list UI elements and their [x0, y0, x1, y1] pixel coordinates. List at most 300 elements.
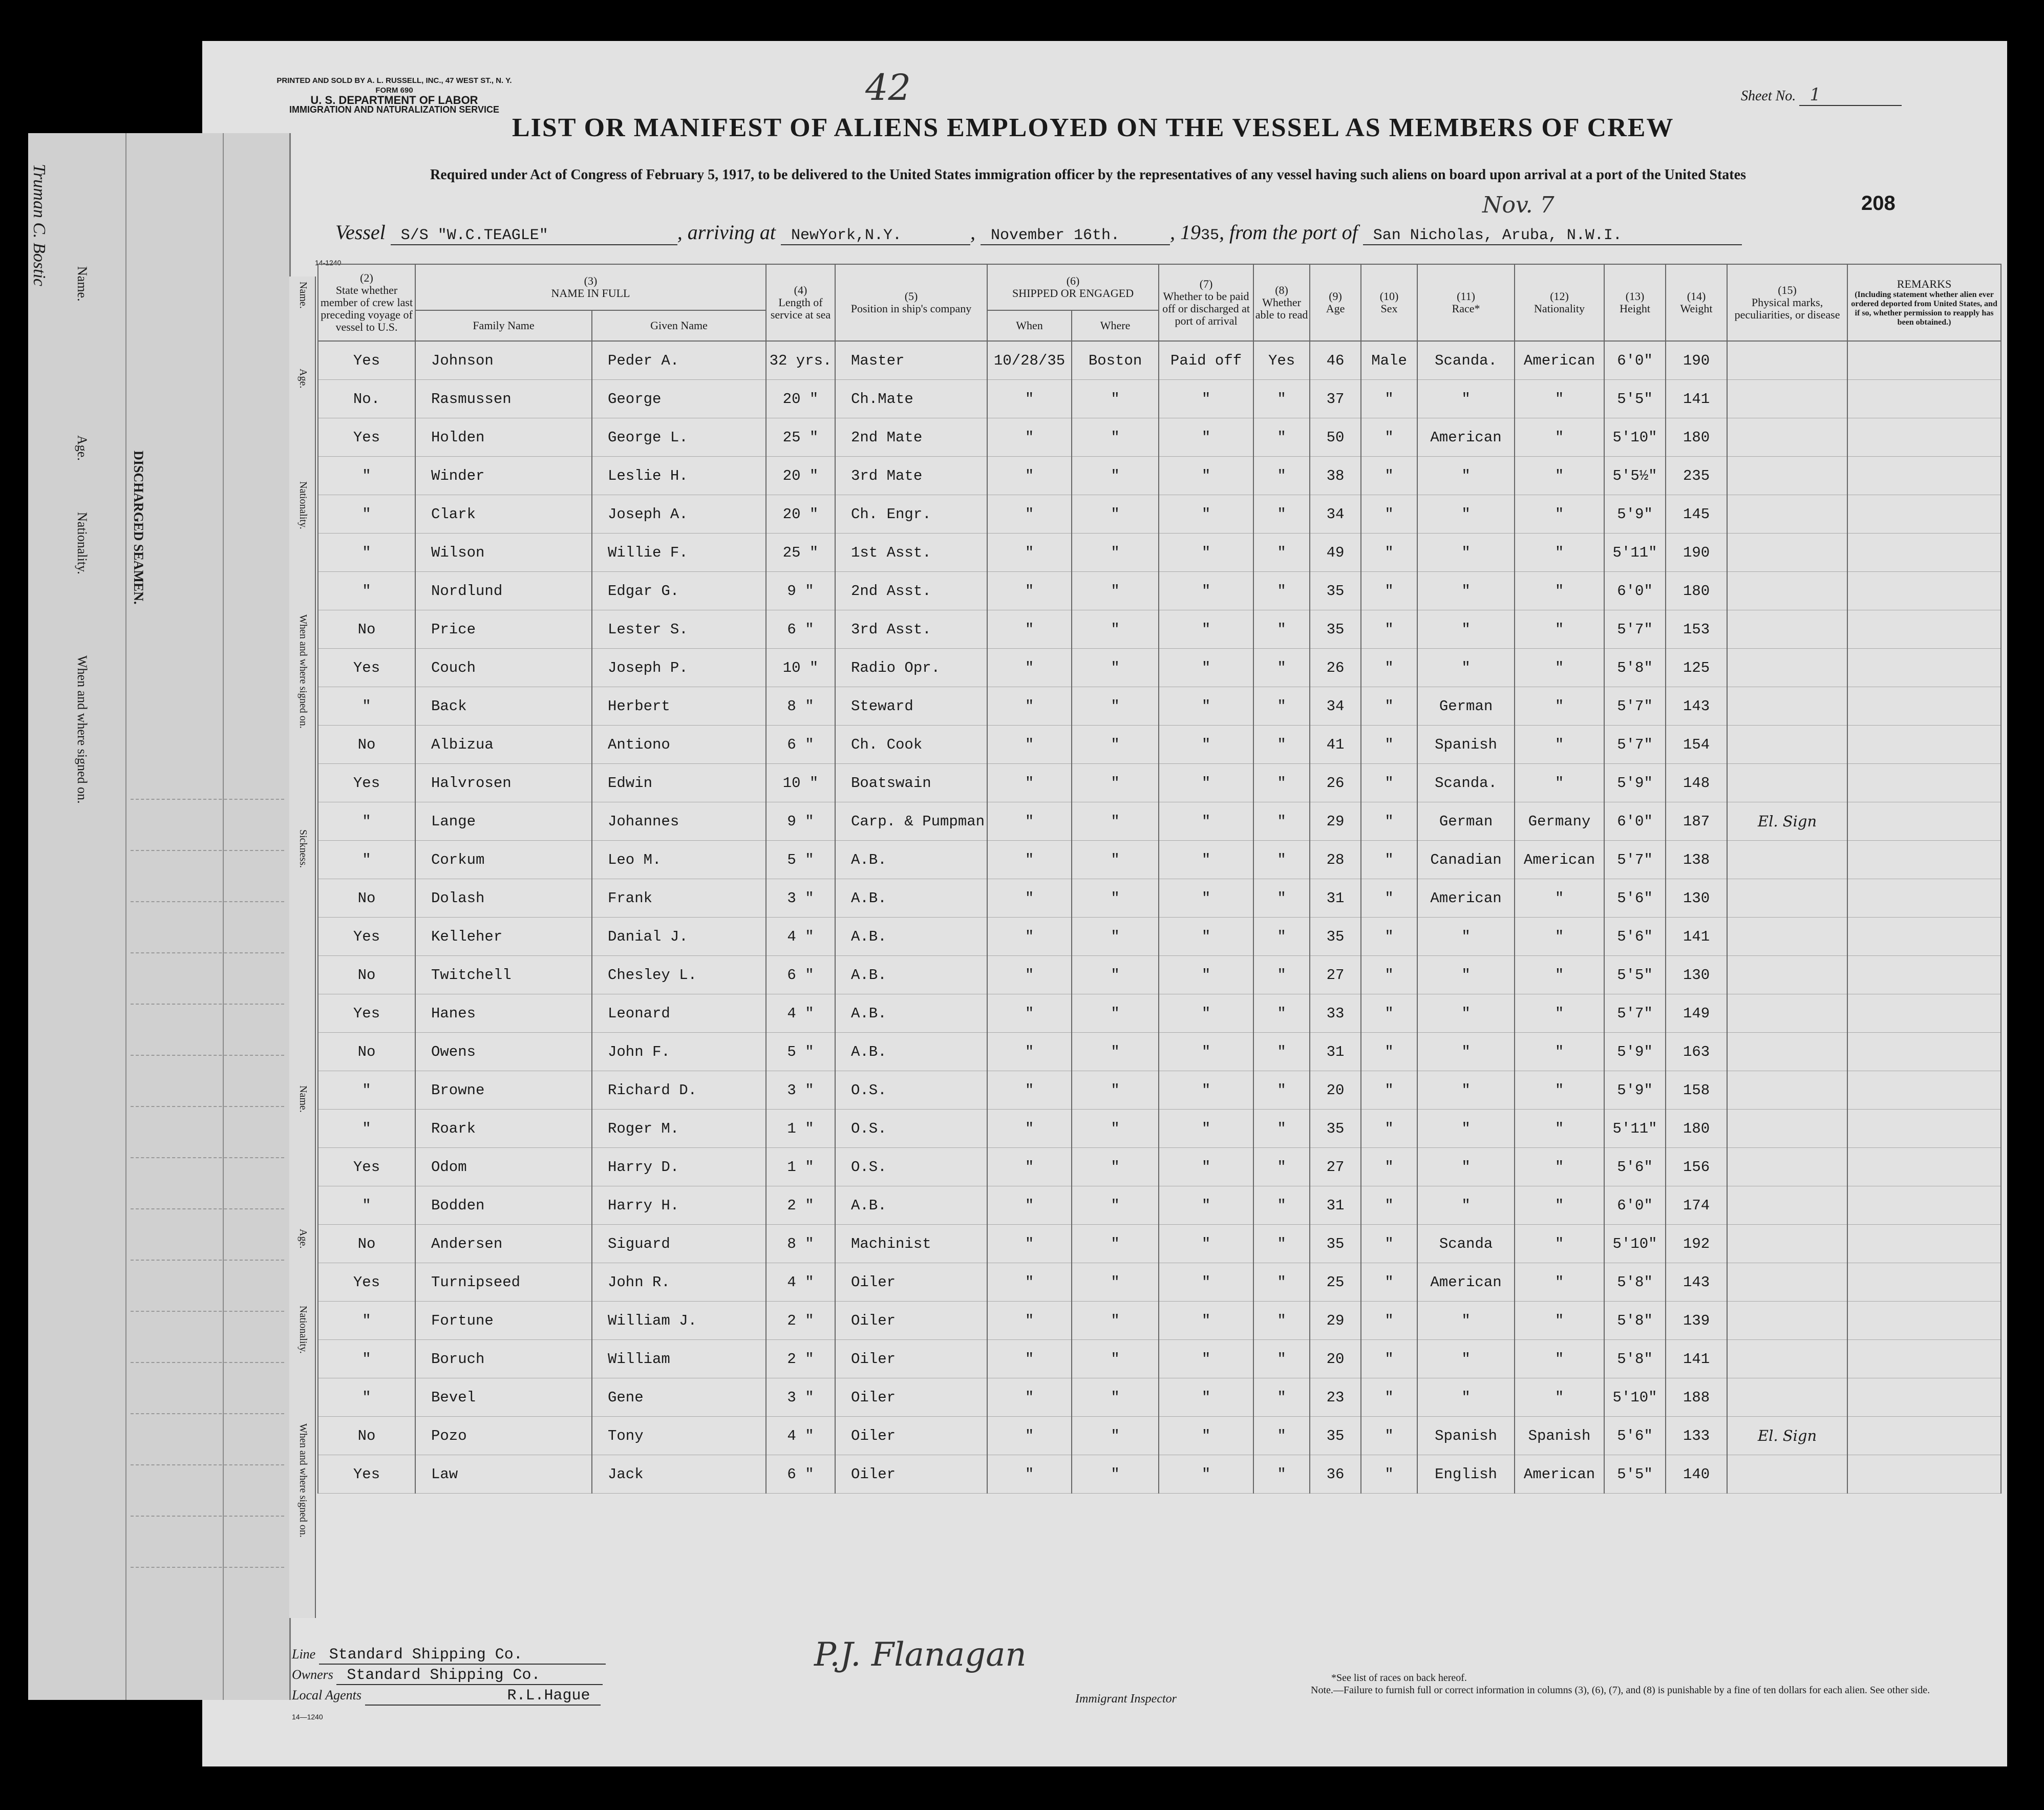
cell-age: 29: [1310, 802, 1361, 841]
col-text: Height: [1620, 302, 1650, 315]
cell-weight: 140: [1666, 1455, 1727, 1494]
cell-family-name: Law: [415, 1455, 592, 1494]
cell-service-length: 32 yrs.: [766, 341, 835, 380]
cell-paid-off: ": [1159, 764, 1253, 802]
printer-line: PRINTED AND SOLD BY A. L. RUSSELL, INC., 47 WEST ST., N. Y.: [276, 76, 512, 85]
col-text: Nationality: [1534, 302, 1585, 315]
col-text: Whether to be paid off or discharged at port of arrival: [1162, 290, 1250, 327]
cell-age: 46: [1310, 341, 1361, 380]
cell-shipped-where: ": [1072, 1110, 1159, 1148]
cell-able-to-read: ": [1253, 610, 1310, 649]
cell-able-to-read: ": [1253, 495, 1310, 534]
cell-remarks: [1847, 879, 2001, 918]
col-num: (9): [1329, 290, 1342, 303]
cell-height: 5'8": [1604, 1263, 1666, 1302]
cell-height: 5'7": [1604, 994, 1666, 1033]
cell-nationality: ": [1515, 572, 1604, 610]
cell-given-name: Siguard: [592, 1225, 766, 1263]
col-text: Weight: [1680, 302, 1713, 315]
cell-height: 5'6": [1604, 1148, 1666, 1186]
cell-weight: 141: [1666, 380, 1727, 418]
table-row: [318, 1417, 2001, 1455]
cell-nationality: ": [1515, 1302, 1604, 1340]
cell-service-length: 3 ": [766, 879, 835, 918]
cell-physical-marks: [1727, 1033, 1847, 1071]
cell-race: ": [1417, 1033, 1515, 1071]
cell-nationality: ": [1515, 879, 1604, 918]
cell-sex: ": [1361, 918, 1417, 956]
cell-service-length: 8 ": [766, 1225, 835, 1263]
cell-age: 28: [1310, 841, 1361, 879]
cell-age: 31: [1310, 1033, 1361, 1071]
cell-race: ": [1417, 649, 1515, 687]
cell-family-name: Roark: [415, 1110, 592, 1148]
cell-physical-marks: [1727, 879, 1847, 918]
cell-given-name: Harry H.: [592, 1186, 766, 1225]
cell-position: Ch. Engr.: [835, 495, 987, 534]
flap-line: [131, 1567, 284, 1568]
cell-given-name: Willie F.: [592, 534, 766, 572]
col-text: NAME IN FULL: [551, 287, 630, 300]
col-text: (Including statement whether alien ever ordered deported from United States, and if so, whether permission to reapply has been obtained.): [1851, 290, 1997, 327]
cell-shipped-where: ": [1072, 572, 1159, 610]
cell-remarks: [1847, 649, 2001, 687]
flap-edge-name: Truman C. Bostic: [30, 164, 49, 286]
cell-shipped-where: ": [1072, 418, 1159, 457]
cell-position: 2nd Asst.: [835, 572, 987, 610]
cell-remarks: [1847, 841, 2001, 879]
cell-weight: 141: [1666, 918, 1727, 956]
cell-weight: 130: [1666, 956, 1727, 994]
cell-shipped-when: ": [987, 994, 1072, 1033]
col-text: Race*: [1452, 302, 1480, 315]
cell-race: ": [1417, 610, 1515, 649]
cell-race: ": [1417, 956, 1515, 994]
cell-race: Scanda: [1417, 1225, 1515, 1263]
cell-family-name: Odom: [415, 1148, 592, 1186]
cell-position: Oiler: [835, 1455, 987, 1494]
side-age-label: Age.: [297, 369, 309, 389]
sheet-number-block: [1741, 84, 1902, 106]
page-title: LIST OR MANIFEST OF ALIENS EMPLOYED ON THE VESSEL AS MEMBERS OF CREW: [512, 113, 1674, 142]
cell-paid-off: ": [1159, 1302, 1253, 1340]
cell-remarks: [1847, 994, 2001, 1033]
cell-age: 36: [1310, 1455, 1361, 1494]
flap-line: [131, 1516, 284, 1517]
cell-shipped-when: ": [987, 918, 1072, 956]
cell-shipped-when: ": [987, 1263, 1072, 1302]
cell-sex: ": [1361, 956, 1417, 994]
cell-given-name: Antiono: [592, 726, 766, 764]
cell-shipped-when: ": [987, 649, 1072, 687]
cell-given-name: Danial J.: [592, 918, 766, 956]
cell-service-length: 4 ": [766, 1417, 835, 1455]
flap-signed-on-label: When and where signed on.: [75, 655, 90, 804]
cell-height: 5'9": [1604, 764, 1666, 802]
agents-label: Local Agents: [292, 1688, 362, 1702]
cell-remarks: [1847, 802, 2001, 841]
cell-given-name: Roger M.: [592, 1110, 766, 1148]
cell-shipped-where: ": [1072, 1148, 1159, 1186]
cell-remarks: [1847, 1263, 2001, 1302]
cell-age: 35: [1310, 572, 1361, 610]
flap-line: [131, 1464, 284, 1465]
cell-prev-voyage: No: [318, 1033, 415, 1071]
handwritten-top-number: 42: [865, 67, 911, 109]
flap-divider: [125, 133, 126, 1700]
col-text: Age: [1326, 302, 1345, 315]
cell-nationality: ": [1515, 956, 1604, 994]
cell-remarks: [1847, 1186, 2001, 1225]
cell-age: 37: [1310, 380, 1361, 418]
cell-remarks: [1847, 534, 2001, 572]
cell-weight: 133: [1666, 1417, 1727, 1455]
cell-nationality: ": [1515, 1225, 1604, 1263]
cell-position: Ch. Cook: [835, 726, 987, 764]
cell-prev-voyage: No.: [318, 380, 415, 418]
cell-able-to-read: ": [1253, 918, 1310, 956]
cell-position: A.B.: [835, 918, 987, 956]
col-text: Length of service at sea: [770, 296, 831, 321]
cell-position: O.S.: [835, 1148, 987, 1186]
cell-height: 5'5": [1604, 1455, 1666, 1494]
cell-paid-off: ": [1159, 841, 1253, 879]
table-row: [318, 726, 2001, 764]
cell-paid-off: ": [1159, 879, 1253, 918]
cell-family-name: Andersen: [415, 1225, 592, 1263]
cell-race: ": [1417, 457, 1515, 495]
cell-shipped-where: ": [1072, 726, 1159, 764]
cell-able-to-read: ": [1253, 534, 1310, 572]
side-nationality-label: Nationality.: [297, 481, 309, 529]
cell-able-to-read: ": [1253, 879, 1310, 918]
cell-race: English: [1417, 1455, 1515, 1494]
cell-able-to-read: ": [1253, 1340, 1310, 1378]
cell-physical-marks: [1727, 457, 1847, 495]
cell-service-length: 25 ": [766, 418, 835, 457]
cell-able-to-read: ": [1253, 1455, 1310, 1494]
col-text: Physical marks, peculiarities, or disease: [1734, 296, 1840, 321]
flap-discharged-title: DISCHARGED SEAMEN.: [131, 451, 146, 605]
cell-given-name: Leonard: [592, 994, 766, 1033]
cell-shipped-when: ": [987, 418, 1072, 457]
col-num: REMARKS: [1897, 278, 1952, 290]
cell-nationality: ": [1515, 649, 1604, 687]
cell-physical-marks: [1727, 1455, 1847, 1494]
cell-sex: ": [1361, 1455, 1417, 1494]
cell-physical-marks: [1727, 956, 1847, 994]
cell-prev-voyage: Yes: [318, 918, 415, 956]
cell-sex: ": [1361, 418, 1417, 457]
cell-height: 5'10": [1604, 418, 1666, 457]
cell-sex: ": [1361, 1110, 1417, 1148]
table-row: [318, 1071, 2001, 1110]
races-note: *See list of races on back hereof.: [1331, 1672, 1467, 1684]
cell-weight: 141: [1666, 1340, 1727, 1378]
cell-remarks: [1847, 1110, 2001, 1148]
cell-physical-marks: [1727, 994, 1847, 1033]
cell-family-name: Hanes: [415, 994, 592, 1033]
cell-given-name: Jack: [592, 1455, 766, 1494]
cell-able-to-read: ": [1253, 649, 1310, 687]
cell-shipped-when: ": [987, 1186, 1072, 1225]
cell-race: American: [1417, 1263, 1515, 1302]
cell-prev-voyage: Yes: [318, 1455, 415, 1494]
cell-paid-off: ": [1159, 610, 1253, 649]
cell-position: Oiler: [835, 1263, 987, 1302]
cell-sex: ": [1361, 380, 1417, 418]
cell-service-length: 4 ": [766, 994, 835, 1033]
cell-height: 5'10": [1604, 1378, 1666, 1417]
cell-physical-marks: [1727, 1378, 1847, 1417]
cell-height: 5'9": [1604, 495, 1666, 534]
cell-age: 34: [1310, 687, 1361, 726]
cell-prev-voyage: Yes: [318, 418, 415, 457]
cell-shipped-where: ": [1072, 610, 1159, 649]
cell-prev-voyage: No: [318, 1225, 415, 1263]
form-code-top: 14-1240: [315, 259, 342, 267]
cell-shipped-where: Boston: [1072, 341, 1159, 380]
cell-height: 5'5": [1604, 956, 1666, 994]
cell-height: 5'9": [1604, 1071, 1666, 1110]
cell-height: 5'8": [1604, 1340, 1666, 1378]
cell-service-length: 2 ": [766, 1186, 835, 1225]
cell-service-length: 10 ": [766, 764, 835, 802]
cell-service-length: 9 ": [766, 572, 835, 610]
cell-prev-voyage: ": [318, 1340, 415, 1378]
cell-paid-off: ": [1159, 1417, 1253, 1455]
col-race-header: [1417, 264, 1515, 341]
col-family-header: Family Name: [415, 310, 592, 341]
col-num: (3): [584, 274, 598, 287]
cell-able-to-read: ": [1253, 572, 1310, 610]
col-num: (13): [1625, 290, 1645, 303]
cell-prev-voyage: No: [318, 879, 415, 918]
cell-nationality: ": [1515, 1110, 1604, 1148]
cell-height: 5'9": [1604, 1033, 1666, 1071]
cell-prev-voyage: ": [318, 495, 415, 534]
cell-family-name: Holden: [415, 418, 592, 457]
cell-remarks: [1847, 457, 2001, 495]
sheet-number: 1: [1799, 84, 1902, 106]
cell-service-length: 3 ": [766, 1378, 835, 1417]
cell-family-name: Pozo: [415, 1417, 592, 1455]
cell-prev-voyage: ": [318, 1110, 415, 1148]
cell-physical-marks: [1727, 687, 1847, 726]
cell-age: 31: [1310, 879, 1361, 918]
cell-family-name: Albizua: [415, 726, 592, 764]
cell-family-name: Halvrosen: [415, 764, 592, 802]
cell-weight: 180: [1666, 1110, 1727, 1148]
cell-sex: ": [1361, 457, 1417, 495]
cell-weight: 149: [1666, 994, 1727, 1033]
col-num: (7): [1199, 278, 1213, 290]
cell-height: 5'7": [1604, 687, 1666, 726]
cell-shipped-when: ": [987, 1071, 1072, 1110]
cell-prev-voyage: ": [318, 802, 415, 841]
table-row: [318, 534, 2001, 572]
inspector-signature: P.J. Flanagan: [814, 1636, 1027, 1674]
cell-given-name: Edwin: [592, 764, 766, 802]
cell-able-to-read: ": [1253, 1417, 1310, 1455]
cell-shipped-where: ": [1072, 380, 1159, 418]
line-row: [292, 1646, 606, 1667]
cell-shipped-where: ": [1072, 1186, 1159, 1225]
cell-given-name: Frank: [592, 879, 766, 918]
cell-prev-voyage: Yes: [318, 764, 415, 802]
table-row: [318, 649, 2001, 687]
cell-sex: ": [1361, 764, 1417, 802]
cell-family-name: Bevel: [415, 1378, 592, 1417]
from-port-label: , from the port of: [1219, 221, 1358, 244]
cell-given-name: Joseph A.: [592, 495, 766, 534]
cell-family-name: Browne: [415, 1071, 592, 1110]
page-number: 208: [1861, 192, 1896, 215]
cell-shipped-where: ": [1072, 687, 1159, 726]
cell-physical-marks: [1727, 841, 1847, 879]
cell-nationality: ": [1515, 994, 1604, 1033]
cell-shipped-when: ": [987, 687, 1072, 726]
cell-family-name: Johnson: [415, 341, 592, 380]
col-given-header: Given Name: [592, 310, 766, 341]
cell-height: 5'7": [1604, 726, 1666, 764]
cell-remarks: [1847, 1071, 2001, 1110]
cell-height: 5'8": [1604, 649, 1666, 687]
cell-height: 6'0": [1604, 802, 1666, 841]
col-text: Position in ship's company: [850, 302, 972, 315]
cell-age: 35: [1310, 1110, 1361, 1148]
cell-sex: ": [1361, 1340, 1417, 1378]
cell-able-to-read: ": [1253, 380, 1310, 418]
cell-race: ": [1417, 380, 1515, 418]
side-signed-label-2: When and where signed on.: [297, 1423, 309, 1538]
crew-rows: [318, 341, 2001, 1494]
col-num: (14): [1687, 290, 1706, 303]
arrival-year: 35: [1201, 227, 1220, 244]
cell-race: American: [1417, 418, 1515, 457]
cell-paid-off: ": [1159, 1455, 1253, 1494]
cell-given-name: Edgar G.: [592, 572, 766, 610]
cell-given-name: Joseph P.: [592, 649, 766, 687]
sheet-label: Sheet No.: [1741, 88, 1796, 104]
cell-able-to-read: Yes: [1253, 341, 1310, 380]
cell-remarks: [1847, 1340, 2001, 1378]
cell-able-to-read: ": [1253, 1378, 1310, 1417]
cell-shipped-when: ": [987, 841, 1072, 879]
cell-nationality: ": [1515, 495, 1604, 534]
cell-physical-marks: [1727, 1302, 1847, 1340]
printer-block: [261, 76, 527, 115]
cell-paid-off: ": [1159, 956, 1253, 994]
cell-paid-off: ": [1159, 1186, 1253, 1225]
cell-sex: ": [1361, 1148, 1417, 1186]
cell-height: 5'11": [1604, 534, 1666, 572]
department-name: U. S. DEPARTMENT OF LABOR: [310, 94, 478, 107]
table-row: [318, 341, 2001, 380]
cell-able-to-read: ": [1253, 956, 1310, 994]
side-age-label-2: Age.: [297, 1229, 309, 1249]
table-row: [318, 495, 2001, 534]
cell-given-name: William: [592, 1340, 766, 1378]
col-age-header: [1310, 264, 1361, 341]
cell-shipped-when: ": [987, 1148, 1072, 1186]
cell-able-to-read: ": [1253, 764, 1310, 802]
cell-able-to-read: ": [1253, 1225, 1310, 1263]
cell-age: 50: [1310, 418, 1361, 457]
owners-row: [292, 1667, 606, 1687]
agents-value: R.L.Hague: [365, 1687, 601, 1706]
arrival-date: November 16th.: [981, 227, 1170, 245]
cell-age: 35: [1310, 918, 1361, 956]
cell-nationality: ": [1515, 1378, 1604, 1417]
cell-family-name: Rasmussen: [415, 380, 592, 418]
cell-nationality: ": [1515, 1071, 1604, 1110]
cell-paid-off: ": [1159, 1110, 1253, 1148]
cell-age: 34: [1310, 495, 1361, 534]
cell-able-to-read: ": [1253, 1033, 1310, 1071]
cell-shipped-where: ": [1072, 802, 1159, 841]
cell-sex: ": [1361, 572, 1417, 610]
owners-label: Owners: [292, 1667, 333, 1682]
cell-nationality: ": [1515, 1263, 1604, 1302]
cell-prev-voyage: ": [318, 457, 415, 495]
cell-sex: ": [1361, 649, 1417, 687]
cell-service-length: 2 ": [766, 1302, 835, 1340]
cell-paid-off: ": [1159, 1071, 1253, 1110]
cell-paid-off: ": [1159, 802, 1253, 841]
cell-shipped-where: ": [1072, 1033, 1159, 1071]
cell-weight: 190: [1666, 534, 1727, 572]
cell-able-to-read: ": [1253, 1071, 1310, 1110]
cell-prev-voyage: ": [318, 1071, 415, 1110]
cell-shipped-where: ": [1072, 918, 1159, 956]
cell-shipped-where: ": [1072, 1302, 1159, 1340]
cell-physical-marks: [1727, 1263, 1847, 1302]
col-num: (12): [1550, 290, 1569, 303]
cell-able-to-read: ": [1253, 1263, 1310, 1302]
cell-physical-marks: [1727, 1225, 1847, 1263]
cell-sex: ": [1361, 802, 1417, 841]
cell-sex: ": [1361, 1225, 1417, 1263]
cell-race: American: [1417, 879, 1515, 918]
footer-block: [292, 1646, 606, 1721]
cell-height: 5'5": [1604, 380, 1666, 418]
cell-family-name: Lange: [415, 802, 592, 841]
cell-nationality: ": [1515, 380, 1604, 418]
cell-race: ": [1417, 1186, 1515, 1225]
cell-paid-off: ": [1159, 380, 1253, 418]
inspector-label: Immigrant Inspector: [1075, 1692, 1177, 1706]
cell-shipped-where: ": [1072, 994, 1159, 1033]
cell-shipped-when: ": [987, 534, 1072, 572]
cell-race: ": [1417, 918, 1515, 956]
table-row: [318, 1340, 2001, 1378]
cell-remarks: [1847, 380, 2001, 418]
cell-service-length: 2 ": [766, 1340, 835, 1378]
cell-physical-marks: [1727, 610, 1847, 649]
cell-race: Scanda.: [1417, 764, 1515, 802]
cell-prev-voyage: Yes: [318, 1263, 415, 1302]
flap-line: [131, 1055, 284, 1056]
cell-age: 27: [1310, 1148, 1361, 1186]
cell-service-length: 9 ": [766, 802, 835, 841]
cell-shipped-when: ": [987, 1378, 1072, 1417]
cell-shipped-where: ": [1072, 764, 1159, 802]
table-row: [318, 687, 2001, 726]
cell-remarks: [1847, 918, 2001, 956]
cell-given-name: Richard D.: [592, 1071, 766, 1110]
cell-remarks: [1847, 610, 2001, 649]
